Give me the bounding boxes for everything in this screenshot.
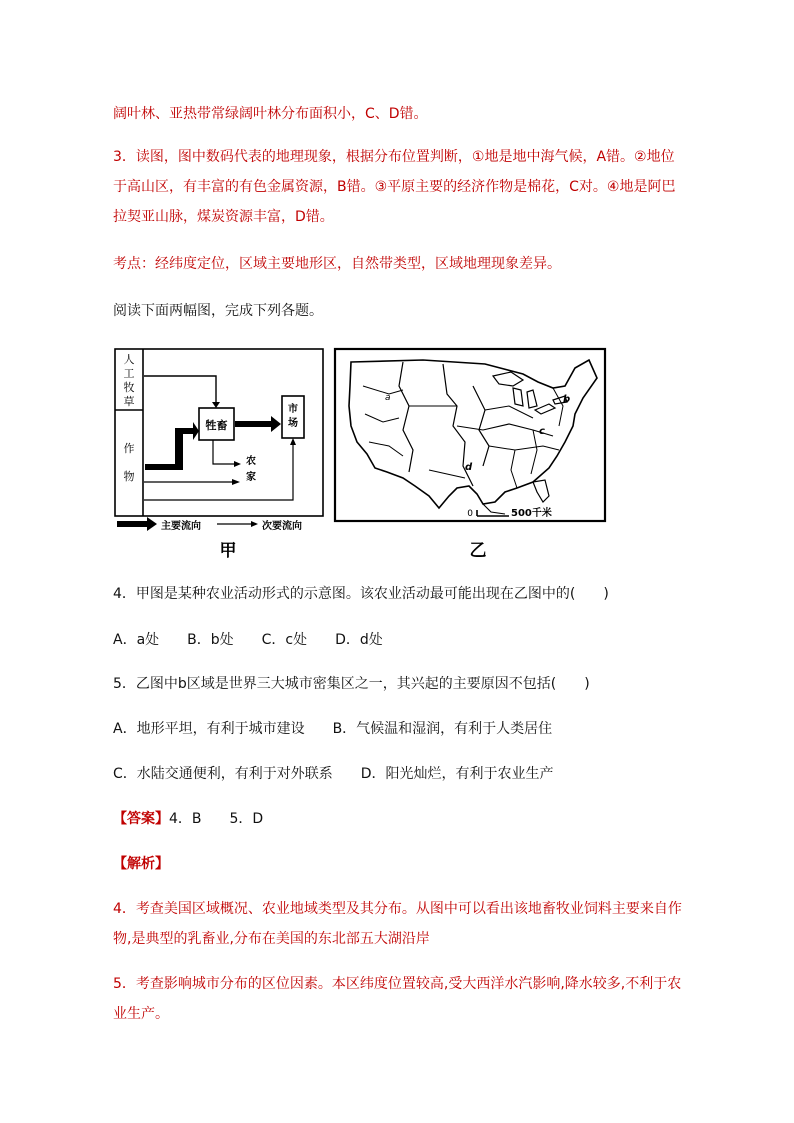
question-5-options-cd: C．水陆交通便利，有利于对外联系 D．阳光灿烂，有利于农业生产 bbox=[113, 766, 554, 782]
analysis-5-line-2: 业生产。 bbox=[113, 1006, 169, 1022]
scale-text: 500千米 bbox=[511, 508, 552, 519]
jia-market-label-2: 场 bbox=[288, 418, 298, 429]
jia-farmer-label-2: 家 bbox=[246, 472, 256, 483]
jia-label-crop-1: 作 bbox=[123, 442, 135, 455]
question-4-options: A．a处 B．b处 C．c处 D．d处 bbox=[113, 632, 383, 648]
jia-farmer-label-1: 农 bbox=[246, 456, 256, 467]
analysis-5-line-1: 5．考查影响城市分布的区位因素。本区纬度位置较高,受大西洋水汽影响,降水较多,不利于农 bbox=[113, 976, 682, 992]
paragraph-prev-analysis-end: 阔叶林、亚热带常绿阔叶林分布面积小，C、D错。 bbox=[113, 106, 428, 122]
jia-label-grass-2: 工 bbox=[123, 367, 135, 380]
map-label-a: a bbox=[385, 393, 391, 403]
map-label-b: b bbox=[563, 394, 571, 405]
answer-line bbox=[113, 805, 683, 833]
analysis-4-line-2: 物,是典型的乳畜业,分布在美国的东北部五大湖沿岸 bbox=[113, 931, 430, 947]
reading-instruction: 阅读下面两幅图，完成下列各题。 bbox=[113, 303, 323, 319]
q3-analysis-line-3: 拉契亚山脉，煤炭资源丰富，D错。 bbox=[113, 209, 334, 225]
jia-label-grass-3: 牧 bbox=[123, 381, 135, 394]
map-label-d: d bbox=[465, 462, 473, 473]
legend-sub-flow: 次要流向 bbox=[262, 521, 302, 532]
q3-analysis-line-1: 3．读图，图中数码代表的地理现象，根据分布位置判断，①地是地中海气候，A错。②地位 bbox=[113, 149, 675, 165]
answer-tag: 【答案】 bbox=[113, 811, 169, 827]
jia-label-grass-1: 人 bbox=[123, 353, 135, 366]
analysis-4-line-1: 4．考查美国区域概况、农业地域类型及其分布。从图中可以看出该地畜牧业饲料主要来自作 bbox=[113, 901, 682, 917]
jia-main-flow-arrow bbox=[145, 422, 199, 470]
caption-yi: 乙 bbox=[469, 541, 487, 561]
diagram-jia bbox=[115, 349, 323, 561]
scale-zero: 0 bbox=[467, 509, 473, 519]
q3-analysis-line-2: 于高山区，有丰富的有色金属资源，B错。③平原主要的经济作物是棉花，C对。④地是阿巴 bbox=[113, 179, 676, 195]
map-yi bbox=[335, 349, 605, 561]
jia-market-label-1: 市 bbox=[288, 404, 298, 415]
figure-jia-yi bbox=[113, 346, 613, 561]
jia-label-grass-4: 草 bbox=[123, 395, 135, 408]
question-5: 5．乙图中b区域是世界三大城市密集区之一，其兴起的主要原因不包括( ) bbox=[113, 676, 590, 692]
caption-jia: 甲 bbox=[219, 541, 237, 561]
jia-label-crop-2: 物 bbox=[123, 470, 135, 483]
answer-text: 4．B 5．D bbox=[169, 811, 264, 827]
analysis-tag: 【解析】 bbox=[113, 856, 169, 872]
question-5-options-ab: A．地形平坦，有利于城市建设 B．气候温和湿润，有利于人类居住 bbox=[113, 721, 553, 737]
question-4: 4．甲图是某种农业活动形式的示意图。该农业活动最可能出现在乙图中的( ) bbox=[113, 586, 609, 602]
kaodian-line: 考点：经纬度定位，区域主要地形区，自然带类型，区域地理现象差异。 bbox=[113, 256, 561, 272]
map-label-c: c bbox=[539, 426, 545, 437]
jia-market-box bbox=[282, 396, 304, 438]
legend-main-flow: 主要流向 bbox=[161, 521, 201, 532]
jia-livestock-label: 牲畜 bbox=[205, 419, 228, 432]
